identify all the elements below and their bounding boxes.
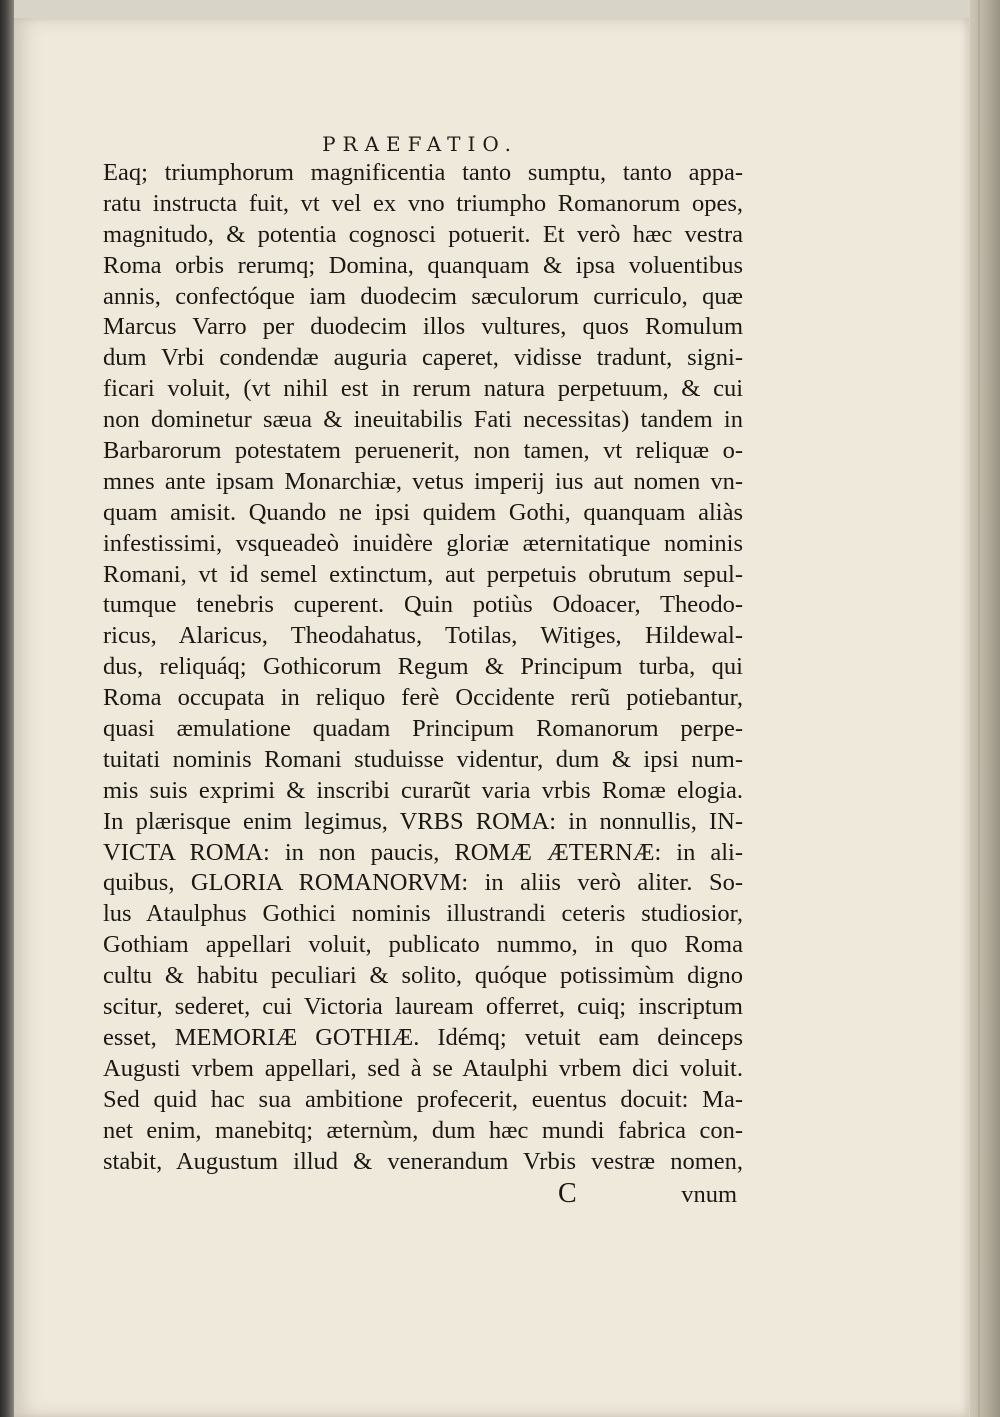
body-text — [103, 158, 743, 1177]
text-line: infestissimi, vsqueadeò inuidère gloriæ æternitatique nominis — [103, 529, 743, 557]
text-line: ficari voluit, (vt nihil est in rerum natura perpetuum, & cui — [103, 375, 743, 403]
text-line: dum Vrbi condendæ auguria caperet, vidisse tradunt, signi- — [103, 344, 743, 372]
text-line: mnes ante ipsam Monarchiæ, vetus imperij ius aut nomen vn- — [103, 467, 743, 495]
text-line: stabit, Augustum illud & venerandum Vrbis vestræ nomen, — [103, 1147, 743, 1175]
text-line: tumque tenebris cuperent. Quin potiùs Odoacer, Theodo- — [103, 591, 743, 619]
text-line: lus Ataulphus Gothici nominis illustrandi ceteris studiosior, — [103, 900, 743, 928]
catchword: vnum — [681, 1181, 737, 1208]
text-line: Roma occupata in reliquo ferè Occidente rerũ potiebantur, — [103, 684, 743, 712]
signature-mark: C — [558, 1178, 577, 1209]
text-line: Augusti vrbem appellari, sed à se Ataulphi vrbem dici voluit. — [103, 1054, 743, 1082]
page-edge-line — [978, 0, 980, 1417]
page-footer — [103, 1178, 743, 1212]
text-line: mis suis exprimi & inscribi curarũt varia vrbis Romæ elogia. — [103, 776, 743, 804]
text-line: Roma orbis rerumq; Domina, quanquam & ipsa voluentibus — [103, 251, 743, 279]
text-line: Sed quid hac sua ambitione profecerit, euentus docuit: Ma- — [103, 1085, 743, 1113]
text-line: Romani, vt id semel extinctum, aut perpetuis obrutum sepul- — [103, 560, 743, 588]
running-header: PRAEFATIO. — [322, 132, 518, 156]
text-line: quibus, GLORIA ROMANORVM: in aliis verò aliter. So- — [103, 869, 743, 897]
text-line: Gothiam appellari voluit, publicato nummo, in quo Roma — [103, 931, 743, 959]
text-line: annis, confectóque iam duodecim sæculorum curriculo, quæ — [103, 282, 743, 310]
text-line: ratu instructa fuit, vt vel ex vno triumpho Romanorum opes, — [103, 189, 743, 217]
page-edges — [970, 0, 1000, 1417]
text-line: scitur, sederet, cui Victoria lauream offerret, cuiq; inscriptum — [103, 993, 743, 1021]
text-line: VICTA ROMA: in non paucis, ROMÆ ÆTERNÆ: in ali- — [103, 838, 743, 866]
text-line: In plærisque enim legimus, VRBS ROMA: in nonnullis, IN- — [103, 807, 743, 835]
book-gutter — [0, 0, 14, 1417]
text-line: Marcus Varro per duodecim illos vultures, quos Romulum — [103, 313, 743, 341]
text-line: Barbarorum potestatem peruenerit, non tamen, vt reliquæ o- — [103, 437, 743, 465]
text-line: non dominetur sæua & ineuitabilis Fati necessitas) tandem in — [103, 406, 743, 434]
text-line: quasi æmulatione quadam Principum Romanorum perpe- — [103, 715, 743, 743]
text-line: Eaq; triumphorum magnificentia tanto sumptu, tanto appa- — [103, 159, 743, 186]
text-line: ricus, Alaricus, Theodahatus, Totilas, Witiges, Hildewal- — [103, 622, 743, 650]
text-line: cultu & habitu peculiari & solito, quóque potissimùm digno — [103, 962, 743, 990]
text-line: net enim, manebitq; æternùm, dum hæc mundi fabrica con- — [103, 1116, 743, 1144]
text-line: esset, MEMORIÆ GOTHIÆ. Idémq; vetuit eam deinceps — [103, 1023, 743, 1051]
text-line: tuitati nominis Romani studuisse videntur, dum & ipsi num- — [103, 745, 743, 773]
text-line: dus, reliquáq; Gothicorum Regum & Principum turba, qui — [103, 653, 743, 681]
text-line: magnitudo, & potentia cognosci potuerit. Et verò hæc vestra — [103, 220, 743, 248]
text-line: quam amisit. Quando ne ipsi quidem Gothi, quanquam aliàs — [103, 498, 743, 526]
